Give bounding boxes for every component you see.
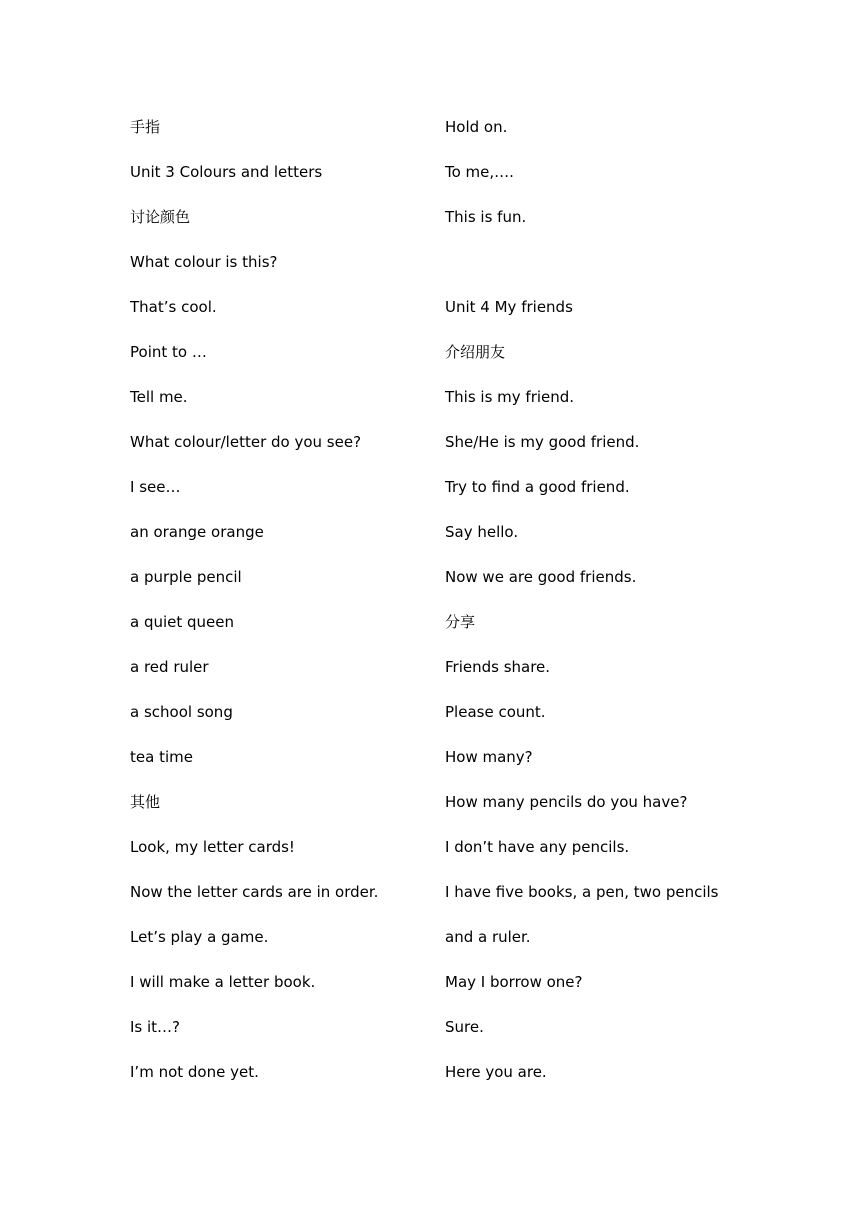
text-line: Say hello. [445,523,519,541]
text-line: I’m not done yet. [130,1063,259,1081]
text-line: What colour/letter do you see? [130,433,362,451]
text-line: and a ruler. [445,928,531,946]
text-line: a red ruler [130,658,209,676]
text-line: a school song [130,703,233,721]
text-line: I will make a letter book. [130,973,316,991]
right-column [445,113,745,1103]
section-heading: 分享 [445,613,476,631]
text-line: Friends share. [445,658,551,676]
text-line: Here you are. [445,1063,547,1081]
text-line: This is fun. [445,208,527,226]
text-line: 手指 [130,118,161,136]
text-line: I don’t have any pencils. [445,838,630,856]
text-line: Now we are good friends. [445,568,637,586]
section-heading: 讨论颜色 [130,208,191,226]
text-line: To me,…. [445,163,514,181]
text-line: Let’s play a game. [130,928,269,946]
blank-line [445,248,745,293]
text-line: Tell me. [130,388,188,406]
text-line: Try to find a good friend. [445,478,630,496]
text-line: a quiet queen [130,613,235,631]
text-line: How many pencils do you have? [445,793,688,811]
text-line: Point to … [130,343,207,361]
text-line: a purple pencil [130,568,242,586]
text-line: I have five books, a pen, two pencils [445,883,719,901]
text-line: How many? [445,748,533,766]
text-line: That’s cool. [130,298,217,316]
text-line: Hold on. [445,118,508,136]
unit-heading: Unit 3 Colours and letters [130,163,323,181]
text-line: Is it…? [130,1018,181,1036]
text-line: an orange orange [130,523,264,541]
text-line: She/He is my good friend. [445,433,640,451]
text-line: I see… [130,478,181,496]
text-line: May I borrow one? [445,973,583,991]
text-line: Look, my letter cards! [130,838,295,856]
text-line: This is my friend. [445,388,575,406]
text-line: Sure. [445,1018,484,1036]
text-line: Please count. [445,703,546,721]
section-heading: 介绍朋友 [445,343,506,361]
text-line: Now the letter cards are in order. [130,883,379,901]
text-line: tea time [130,748,193,766]
text-line: What colour is this? [130,253,278,271]
section-heading: 其他 [130,793,161,811]
left-column [130,113,420,1103]
unit-heading: Unit 4 My friends [445,298,573,316]
